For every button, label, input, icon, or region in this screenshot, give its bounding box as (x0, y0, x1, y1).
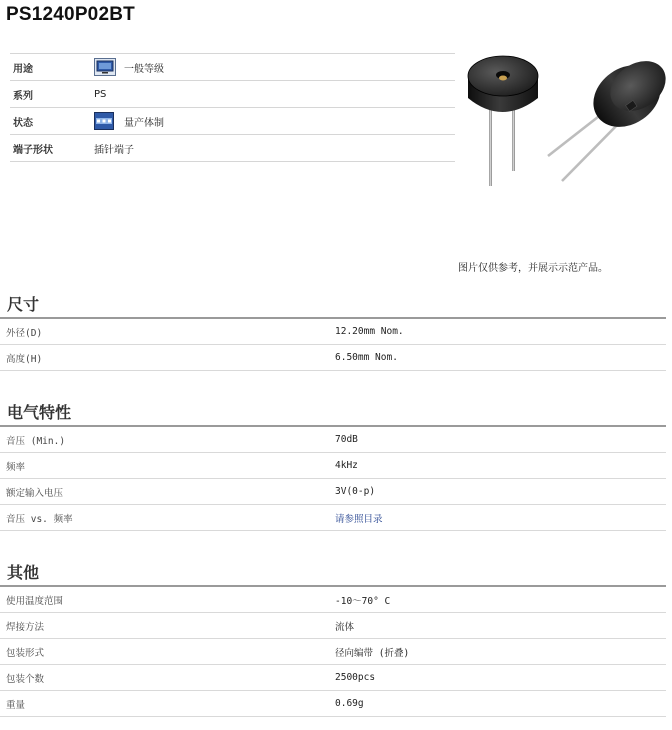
row-value: 4kHz (335, 460, 358, 471)
row-label: 包装形式 (6, 647, 45, 659)
row-label: 音压 (Min.) (6, 435, 66, 447)
spec-row-terminal (10, 135, 455, 162)
row-label: 高度(H) (6, 353, 43, 365)
spec-row-series (10, 81, 455, 108)
catalog-link[interactable]: 请参照目录 (335, 513, 383, 525)
table-row (0, 505, 666, 531)
mass-production-icon (94, 112, 116, 130)
image-caption: 图片仅供参考，并展示示范产品。 (458, 263, 608, 274)
table-row (0, 427, 666, 453)
table-row (0, 319, 666, 345)
row-value: 流体 (335, 621, 355, 633)
row-value: 径向编带 (折叠) (335, 647, 410, 659)
row-label: 音压 vs. 频率 (6, 513, 73, 525)
row-label: 使用温度范围 (6, 595, 64, 607)
monitor-icon (94, 58, 116, 76)
product-image (462, 46, 667, 191)
table-row (0, 639, 666, 665)
spec-row-usage (10, 53, 455, 81)
table-row (0, 479, 666, 505)
row-label: 频率 (6, 461, 26, 473)
row-label: 包装个数 (6, 673, 45, 685)
spec-value: 一般等级 (124, 63, 164, 75)
spec-label: 系列 (13, 90, 33, 102)
table-row (0, 345, 666, 371)
section-title: 电气特性 (0, 401, 666, 427)
section-electrical (0, 401, 666, 531)
table-row (0, 613, 666, 639)
row-value: 6.50mm Nom. (335, 352, 398, 363)
spec-value: 量产体制 (124, 117, 164, 129)
spec-table (10, 53, 455, 162)
row-value: -10～70° C (335, 595, 391, 607)
spec-row-status (10, 108, 455, 135)
row-label: 外径(D) (6, 327, 43, 339)
table-row (0, 665, 666, 691)
row-value: 12.20mm Nom. (335, 326, 404, 337)
row-label: 焊接方法 (6, 621, 45, 633)
table-row (0, 587, 666, 613)
spec-label: 用途 (13, 63, 33, 75)
section-title: 尺寸 (0, 293, 666, 319)
table-row (0, 453, 666, 479)
row-value: 3V(0-p) (335, 486, 376, 497)
row-value: 2500pcs (335, 672, 376, 683)
row-value: 0.69g (335, 698, 364, 709)
row-value: 70dB (335, 434, 358, 445)
section-dimensions (0, 293, 666, 371)
spec-value: PS (94, 88, 107, 100)
table-row (0, 691, 666, 717)
spec-label: 状态 (13, 117, 33, 129)
spec-value: 插针端子 (94, 144, 134, 156)
row-label: 重量 (6, 699, 26, 711)
section-other (0, 561, 666, 717)
spec-label: 端子形状 (13, 144, 53, 156)
row-label: 额定输入电压 (6, 487, 64, 499)
page-title: PS1240P02BT (6, 4, 135, 25)
section-title: 其他 (0, 561, 666, 587)
